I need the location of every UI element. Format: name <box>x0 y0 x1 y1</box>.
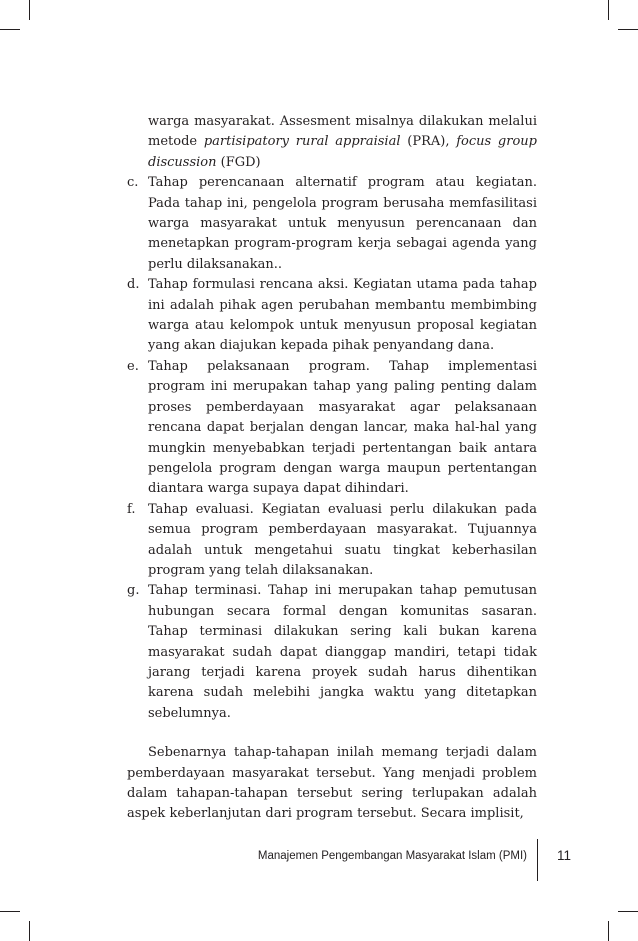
crop-mark <box>29 921 30 941</box>
crop-mark <box>618 911 638 912</box>
list-item-f: f. Tahap evaluasi. Kegiatan evaluasi perlu dilakukan pada semua program pemberdayaan masyarakat. Tujuannya adalah untuk mengetahui suatu tingkat keberhasilan program yang telah dilaksanakan. <box>127 501 537 578</box>
list-item-c: c. Tahap perencanaan alternatif program atau kegiatan. Pada tahap ini, pengelola program berusaha memfasilitasi warga masyarakat untuk menyusun perencanaan dan menetapkan program-program kerja sebagai agenda yang perlu dilaksanakan.. <box>127 175 537 272</box>
page-body <box>127 112 537 825</box>
footer-divider <box>537 839 538 881</box>
crop-mark <box>608 0 609 20</box>
crop-mark <box>618 29 638 30</box>
body-paragraph: Sebenarnya tahap-tahapan inilah memang terjadi dalam pemberdayaan masyarakat tersebut. Yang menjadi problem dalam tahapan-tahapan tersebut sering terlupakan adalah aspek keberlanjutan dari program tersebut. Secara implisit, <box>127 745 537 822</box>
list-item-d: d. Tahap formulasi rencana aksi. Kegiatan utama pada tahap ini adalah pihak agen perubahan membantu membimbing warga atau kelompok untuk menyusun proposal kegiatan yang akan diajukan kepada pihak penyandang dana. <box>127 277 537 354</box>
list-item-g: g. Tahap terminasi. Tahap ini merupakan tahap pemutusan hubungan secara formal dengan komunitas sasaran. Tahap terminasi dilakukan sering kali bukan karena masyarakat sudah dapat dianggap mandiri, tetapi tidak jarang terjadi karena proyek sudah harus dihentikan karena sudah melebihi jangka waktu yang ditetapkan sebelumnya. <box>127 583 537 721</box>
crop-mark <box>29 0 30 20</box>
list-item-e: e. Tahap pelaksanaan program. Tahap implementasi program ini merupakan tahap yang paling penting dalam proses pemberdayaan masyarakat agar pelaksanaan rencana dapat berjalan dengan lancar, maka hal-hal yang mungkin menyebabkan terjadi pertentangan baik antara pengelola program dengan warga maupun pertentangan diantara warga supaya dapat dihindari. <box>127 358 537 497</box>
crop-mark <box>0 911 20 912</box>
crop-mark <box>608 921 609 941</box>
crop-mark <box>0 29 20 30</box>
page-number: 11 <box>557 848 572 863</box>
running-footer-title: Manajemen Pengembangan Masyarakat Islam (PMI) <box>257 850 527 862</box>
list-continuation: warga masyarakat. Assesment misalnya dilakukan melalui metode partisipatory rural appraisial (PRA), focus group discussion (FGD) <box>148 114 537 170</box>
